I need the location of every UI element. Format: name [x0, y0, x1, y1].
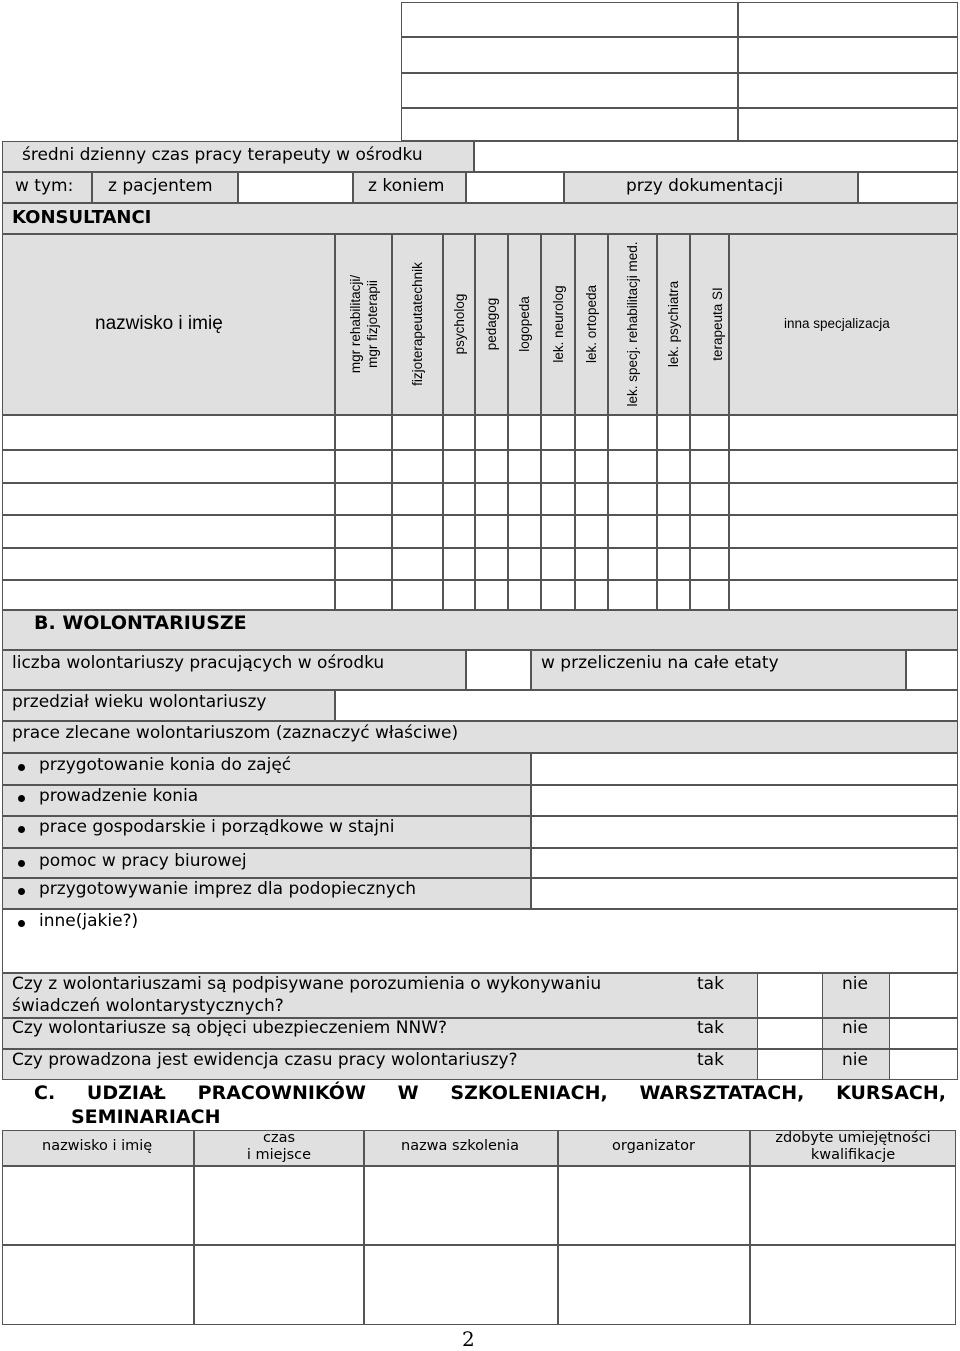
w-tym-label: w tym: [15, 176, 74, 196]
volunteer-fte-label: w przeliczeniu na całe etaty [541, 653, 779, 673]
avg-time-label: średni dzienny czas pracy terapeuty w ośrodku [22, 145, 423, 165]
consultant-spec-checkbox[interactable] [475, 580, 508, 610]
consultant-spec-checkbox[interactable] [508, 415, 541, 450]
bullet-icon [18, 920, 25, 927]
question-1-no-label: nie [842, 974, 868, 994]
consultant-spec-checkbox[interactable] [508, 580, 541, 610]
bullet-icon [18, 860, 25, 867]
training-col-training-label: nazwa szkolenia [401, 1138, 520, 1154]
training-col-time-line1: czas [262, 1130, 296, 1146]
question-1-yes-label: tak [697, 974, 724, 994]
spec-label-pedagog: pedagog [484, 297, 499, 351]
question-3-yes-box[interactable] [757, 1049, 823, 1080]
consultant-spec-checkbox[interactable] [335, 580, 392, 610]
volunteer-fte-input[interactable] [906, 650, 958, 690]
spec-label-other: inna specjalizacja [784, 316, 890, 331]
spec-label-ortopeda: lek. ortopeda [584, 284, 599, 364]
with-patient-label: z pacjentem [108, 176, 213, 196]
consultant-spec-checkbox[interactable] [508, 548, 541, 580]
consultant-spec-checkbox[interactable] [575, 548, 608, 580]
top-row-4-right[interactable] [738, 108, 958, 141]
consultant-spec-checkbox[interactable] [729, 548, 958, 580]
consultant-spec-checkbox[interactable] [729, 450, 958, 483]
consultant-spec-checkbox[interactable] [392, 450, 443, 483]
consultant-name-input[interactable] [2, 580, 335, 610]
consultant-spec-checkbox[interactable] [608, 483, 657, 515]
consultant-spec-checkbox[interactable] [575, 515, 608, 548]
consultant-spec-checkbox[interactable] [335, 483, 392, 515]
consultant-spec-checkbox[interactable] [729, 580, 958, 610]
training-cell-input[interactable] [2, 1166, 194, 1245]
consultant-spec-checkbox[interactable] [575, 450, 608, 483]
volunteer-age-label: przedział wieku wolontariuszy [12, 692, 267, 712]
training-cell-input[interactable] [364, 1245, 558, 1325]
with-horse-input[interactable] [466, 172, 564, 203]
volunteers-title: B. WOLONTARIUSZE [34, 612, 247, 634]
training-col-name-label: nazwisko i imię [42, 1138, 153, 1154]
consultant-name-input[interactable] [2, 515, 335, 548]
documentation-label: przy dokumentacji [626, 176, 784, 196]
bullet-icon [18, 826, 25, 833]
training-col-organizer-label: organizator [612, 1138, 695, 1154]
task-label-other: inne(jakie?) [39, 911, 139, 931]
consultant-spec-checkbox[interactable] [690, 580, 729, 610]
consultant-spec-checkbox[interactable] [608, 580, 657, 610]
bullet-icon [18, 795, 25, 802]
consultant-spec-checkbox[interactable] [657, 450, 690, 483]
task-check-5[interactable] [531, 878, 958, 909]
top-row-2-left[interactable] [401, 37, 738, 73]
consultant-spec-checkbox[interactable] [608, 415, 657, 450]
training-cell-input[interactable] [2, 1245, 194, 1325]
consultant-spec-checkbox[interactable] [541, 415, 575, 450]
consultant-spec-checkbox[interactable] [729, 515, 958, 548]
consultant-spec-checkbox[interactable] [475, 548, 508, 580]
consultant-spec-checkbox[interactable] [443, 415, 475, 450]
spec-label-si: terapeuta SI [710, 287, 725, 361]
training-col-skills-label [750, 1130, 956, 1164]
documentation-input[interactable] [858, 172, 958, 203]
question-2-no-label: nie [842, 1018, 868, 1038]
avg-time-input[interactable] [474, 141, 958, 172]
question-2-yes-label: tak [697, 1018, 724, 1038]
consultant-spec-checkbox[interactable] [690, 450, 729, 483]
question-2-line1: Czy wolontariusze są objęci ubezpieczeniem NNW? [12, 1018, 448, 1038]
consultant-spec-checkbox[interactable] [657, 515, 690, 548]
spec-label-logopeda: logopeda [517, 296, 532, 352]
top-row-4-left[interactable] [401, 108, 738, 141]
consultant-spec-checkbox[interactable] [690, 515, 729, 548]
consultant-name-input[interactable] [2, 415, 335, 450]
consultant-name-input[interactable] [2, 548, 335, 580]
consultant-spec-checkbox[interactable] [541, 483, 575, 515]
consultant-spec-checkbox[interactable] [608, 450, 657, 483]
consultant-spec-checkbox[interactable] [475, 515, 508, 548]
with-patient-input[interactable] [238, 172, 353, 203]
task-check-1[interactable] [531, 753, 958, 785]
consultant-spec-checkbox[interactable] [443, 515, 475, 548]
training-col-time-line2: i miejsce [246, 1147, 312, 1163]
question-1-no-box[interactable] [889, 973, 958, 1018]
spec-label-mgr-fizjo: mgr fizjoterapii [365, 280, 380, 368]
consultant-spec-checkbox[interactable] [443, 580, 475, 610]
training-cell-input[interactable] [750, 1166, 956, 1245]
consultant-spec-checkbox[interactable] [608, 515, 657, 548]
consultant-spec-checkbox[interactable] [729, 483, 958, 515]
question-2-no-box[interactable] [889, 1018, 958, 1049]
consultant-spec-checkbox[interactable] [335, 548, 392, 580]
consultant-spec-checkbox[interactable] [575, 415, 608, 450]
consultant-spec-checkbox[interactable] [335, 450, 392, 483]
consultant-spec-checkbox[interactable] [657, 415, 690, 450]
training-col-skills-line1: zdobyte umiejętności [775, 1130, 931, 1146]
consultant-spec-checkbox[interactable] [657, 483, 690, 515]
task-check-3[interactable] [531, 816, 958, 848]
task-check-2[interactable] [531, 785, 958, 816]
training-cell-input[interactable] [364, 1166, 558, 1245]
consultant-spec-checkbox[interactable] [690, 548, 729, 580]
consultant-spec-checkbox[interactable] [657, 548, 690, 580]
spec-label-neurolog: lek. neurolog [551, 285, 566, 363]
training-title-line2: SEMINARIACH [71, 1106, 221, 1128]
top-row-3-left[interactable] [401, 73, 738, 108]
consultant-spec-checkbox[interactable] [475, 450, 508, 483]
question-1-line1: Czy z wolontariuszami są podpisywane porozumienia o wykonywaniu [12, 974, 602, 994]
consultant-spec-checkbox[interactable] [657, 580, 690, 610]
spec-label-fizjotech: fizjoterapeutatechnik [410, 262, 425, 386]
consultant-spec-checkbox[interactable] [443, 450, 475, 483]
task-label-1: przygotowanie konia do zajęć [39, 755, 292, 775]
with-horse-label: z koniem [368, 176, 445, 196]
consultant-spec-checkbox[interactable] [392, 483, 443, 515]
question-3-line1: Czy prowadzona jest ewidencja czasu pracy wolontariuszy? [12, 1050, 518, 1070]
training-cell-input[interactable] [750, 1245, 956, 1325]
top-row-1-left[interactable] [401, 2, 738, 37]
training-col-time-label [194, 1130, 364, 1164]
consultant-spec-checkbox[interactable] [508, 515, 541, 548]
question-3-no-label: nie [842, 1050, 868, 1070]
question-1-yes-box[interactable] [757, 973, 823, 1018]
spec-label-mgr-rehab: mgr rehabilitacji/ [348, 274, 363, 374]
volunteer-tasks-label: prace zlecane wolontariuszom (zaznaczyć właściwe) [12, 723, 459, 743]
consultant-spec-checkbox[interactable] [541, 515, 575, 548]
top-row-1-right[interactable] [738, 2, 958, 37]
spec-label-psychiatra: lek. psychiatra [666, 280, 681, 368]
bullet-icon [18, 764, 25, 771]
question-3-yes-label: tak [697, 1050, 724, 1070]
volunteer-age-input[interactable] [335, 690, 958, 721]
spec-label-rehab-med: lek. specj. rehabilitacji med. [625, 241, 640, 407]
consultant-spec-checkbox[interactable] [392, 515, 443, 548]
consultant-spec-checkbox[interactable] [690, 415, 729, 450]
consultant-spec-checkbox[interactable] [575, 580, 608, 610]
consultant-spec-checkbox[interactable] [729, 415, 958, 450]
page-number: 2 [462, 1327, 475, 1351]
consultant-spec-checkbox[interactable] [443, 483, 475, 515]
consultant-spec-checkbox[interactable] [443, 548, 475, 580]
consultant-spec-checkbox[interactable] [392, 580, 443, 610]
task-label-5: przygotowywanie imprez dla podopiecznych [39, 879, 417, 899]
spec-label-psycholog: psycholog [452, 293, 467, 355]
consultant-spec-checkbox[interactable] [392, 548, 443, 580]
task-label-4: pomoc w pracy biurowej [39, 851, 247, 871]
training-cell-input[interactable] [194, 1245, 364, 1325]
training-cell-input[interactable] [558, 1245, 750, 1325]
consultant-spec-checkbox[interactable] [508, 483, 541, 515]
consultants-title: KONSULTANCI [12, 207, 152, 228]
training-cell-input[interactable] [194, 1166, 364, 1245]
consultant-name-input[interactable] [2, 483, 335, 515]
task-check-4[interactable] [531, 848, 958, 878]
training-cell-input[interactable] [558, 1166, 750, 1245]
consultant-spec-checkbox[interactable] [541, 580, 575, 610]
consultant-spec-checkbox[interactable] [690, 483, 729, 515]
consultant-spec-checkbox[interactable] [475, 483, 508, 515]
task-label-2: prowadzenie konia [39, 786, 199, 806]
volunteer-count-label: liczba wolontariuszy pracujących w ośrodku [12, 653, 385, 673]
training-title-line1 [34, 1082, 946, 1104]
consultant-spec-checkbox[interactable] [575, 483, 608, 515]
training-title-text-1: C. UDZIAŁ PRACOWNIKÓW W SZKOLENIACH, WARSZTATACH, KURSACH, [34, 1082, 946, 1104]
training-col-skills-line2: kwalifikacje [810, 1147, 896, 1163]
consultant-spec-checkbox[interactable] [392, 415, 443, 450]
task-row-other[interactable] [2, 909, 958, 973]
consultant-spec-checkbox[interactable] [541, 450, 575, 483]
question-2-yes-box[interactable] [757, 1018, 823, 1049]
consultant-spec-checkbox[interactable] [475, 415, 508, 450]
consultant-spec-checkbox[interactable] [541, 548, 575, 580]
consultant-spec-checkbox[interactable] [335, 515, 392, 548]
consultant-spec-checkbox[interactable] [508, 450, 541, 483]
top-row-2-right[interactable] [738, 37, 958, 73]
bullet-icon [18, 888, 25, 895]
consultant-name-header-label: nazwisko i imię [95, 313, 223, 334]
consultant-spec-checkbox[interactable] [335, 415, 392, 450]
consultant-spec-checkbox[interactable] [608, 548, 657, 580]
question-1-line2: świadczeń wolontarystycznych? [12, 996, 284, 1016]
top-row-3-right[interactable] [738, 73, 958, 108]
question-3-no-box[interactable] [889, 1049, 958, 1080]
task-label-3: prace gospodarskie i porządkowe w stajni [39, 817, 395, 837]
volunteer-count-input[interactable] [466, 650, 531, 690]
consultant-name-input[interactable] [2, 450, 335, 483]
